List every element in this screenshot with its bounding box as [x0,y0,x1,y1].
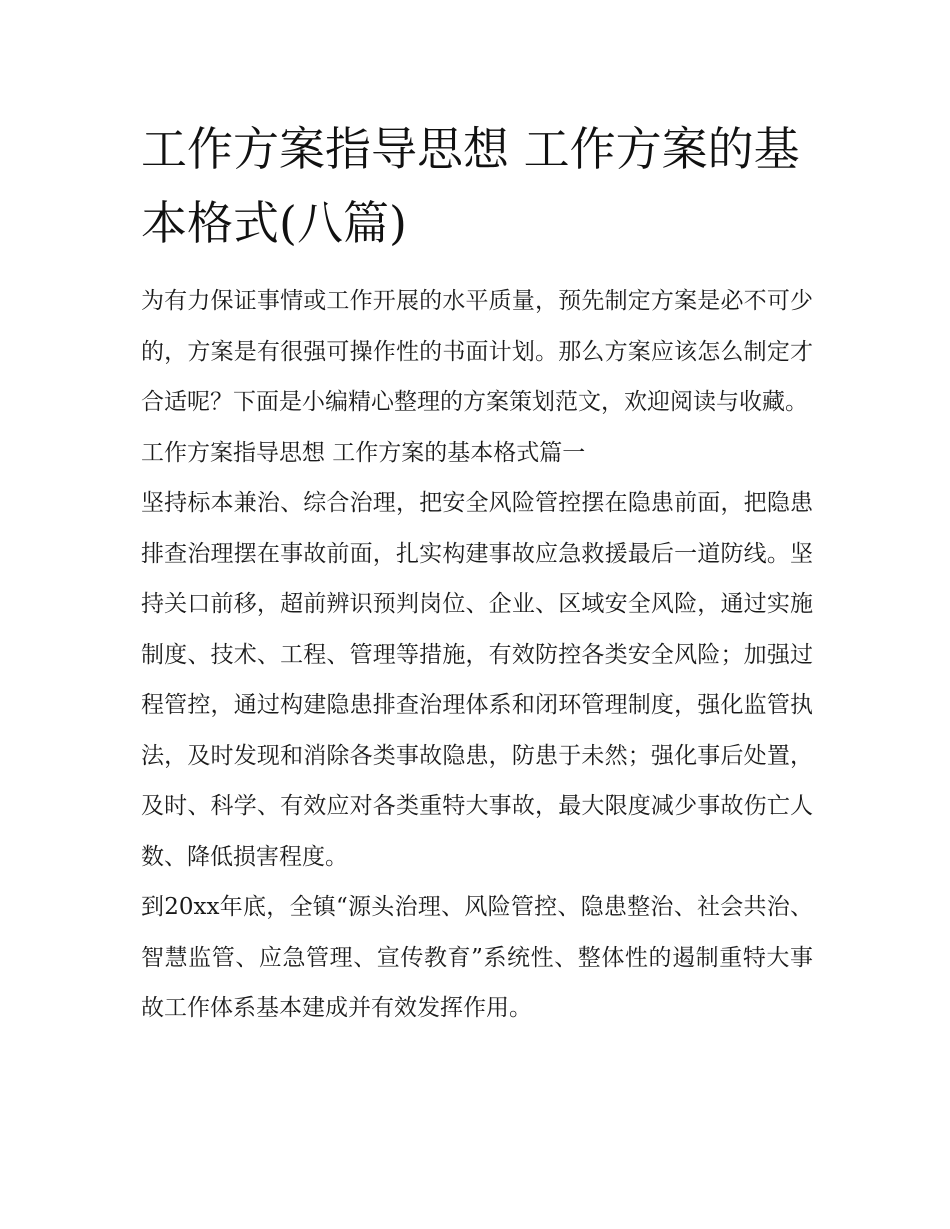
body-paragraph-2: 到20xx年底，全镇“源头治理、风险管控、隐患整治、社会共治、智慧监管、应急管理、宣传教育”系统性、整体性的遏制重特大事故工作体系基本建成并有效发挥作用。 [141,894,813,1021]
intro-paragraph: 为有力保证事情或工作开展的水平质量，预先制定方案是必不可少的，方案是有很强可操作性的书面计划。那么方案应该怎么制定才合适呢？下面是小编精心整理的方案策划范文，欢迎阅读与收藏。 [141,288,813,415]
document-title: 工作方案指导思想 工作方案的基本格式(八篇) [141,122,800,250]
section-heading: 工作方案指导思想 工作方案的基本格式篇一 [141,439,586,466]
document-body [141,112,813,1034]
body-paragraph-1: 坚持标本兼治、综合治理，把安全风险管控摆在隐患前面，把隐患排查治理摆在事故前面，扎实构建事故应急救援最后一道防线。坚持关口前移，超前辨识预判岗位、企业、区域安全风险，通过实施制度、技术、工程、管理等措施，有效防控各类安全风险；加强过程管控，通过构建隐患排查治理体系和闭环管理制度，强化监管执法，及时发现和消除各类事故隐患，防患于未然；强化事后处置，及时、科学、有效应对各类重特大事故，最大限度减少事故伤亡人数、降低损害程度。 [141,490,813,870]
